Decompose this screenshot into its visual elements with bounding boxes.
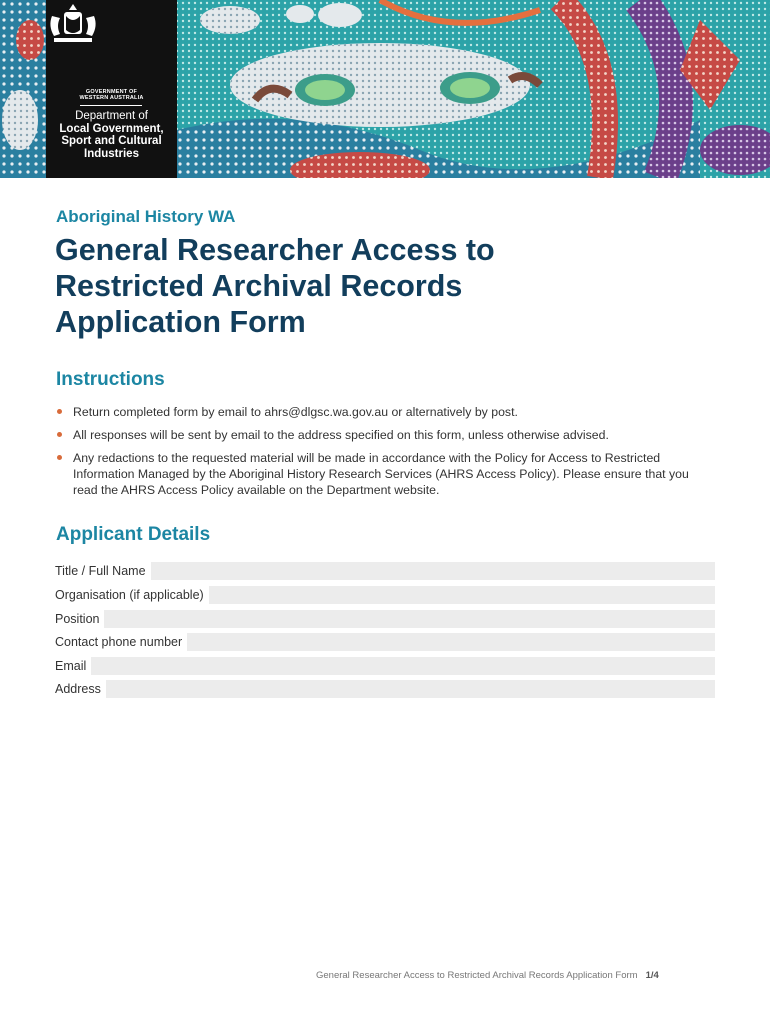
field-label: Address xyxy=(55,682,101,696)
form-row-phone xyxy=(55,633,715,651)
list-item xyxy=(55,404,695,420)
instruction-text: Return completed form by email to ahrs@dlgsc.wa.gov.au or alternatively by post. xyxy=(73,405,518,419)
address-field[interactable] xyxy=(106,680,715,698)
dept-line-4: Industries xyxy=(84,147,139,160)
gov-line-1: GOVERNMENT OF xyxy=(85,89,138,95)
field-label: Email xyxy=(55,659,87,673)
page-title: General Researcher Access to Restricted Archival Records Application Form xyxy=(55,233,495,339)
list-item xyxy=(55,450,695,498)
bullet-icon xyxy=(57,455,62,460)
gov-line-2: WESTERN AUSTRALIA xyxy=(79,95,144,101)
field-label: Position xyxy=(55,612,100,626)
full-name-field[interactable] xyxy=(151,562,715,580)
instruction-text: Any redactions to the requested material will be made in accordance with the Policy for Access to Restricted Information Managed by the Aboriginal History Research Services (AHRS Access Policy). Please ensure that you read the AHRS Access Policy available on the Department website. xyxy=(73,451,689,497)
applicant-details-heading: Applicant Details xyxy=(56,524,211,545)
organisation-field[interactable] xyxy=(209,586,715,604)
form-row-address xyxy=(55,680,715,698)
field-label: Organisation (if applicable) xyxy=(55,588,204,602)
instructions-heading: Instructions xyxy=(56,369,165,390)
phone-field[interactable] xyxy=(187,633,715,651)
position-field[interactable] xyxy=(104,610,715,628)
government-logo-block xyxy=(46,0,177,178)
page-number: 1/4 xyxy=(645,970,659,981)
field-label: Title / Full Name xyxy=(55,564,146,578)
header-banner-artwork xyxy=(0,0,770,178)
page-footer xyxy=(316,970,659,981)
instruction-text: All responses will be sent by email to the address specified on this form, unless otherwise advised. xyxy=(73,428,609,442)
dept-line-1: Department of xyxy=(75,110,148,122)
footer-title: General Researcher Access to Restricted Archival Records Application Form xyxy=(316,970,638,981)
logo-divider xyxy=(80,105,142,106)
form-row-organisation xyxy=(55,586,715,604)
dept-line-3: Sport and Cultural xyxy=(61,135,162,147)
bullet-icon xyxy=(57,432,62,437)
dept-line-2: Local Government, xyxy=(59,122,164,135)
bullet-icon xyxy=(57,409,62,414)
program-name: Aboriginal History WA xyxy=(56,207,236,226)
instructions-list xyxy=(55,404,695,505)
coat-of-arms-icon xyxy=(46,0,100,48)
form-row-position xyxy=(55,610,715,628)
list-item xyxy=(55,427,695,443)
email-field[interactable] xyxy=(91,657,715,675)
field-label: Contact phone number xyxy=(55,635,183,649)
form-row-full-name xyxy=(55,562,715,580)
form-row-email xyxy=(55,657,715,675)
